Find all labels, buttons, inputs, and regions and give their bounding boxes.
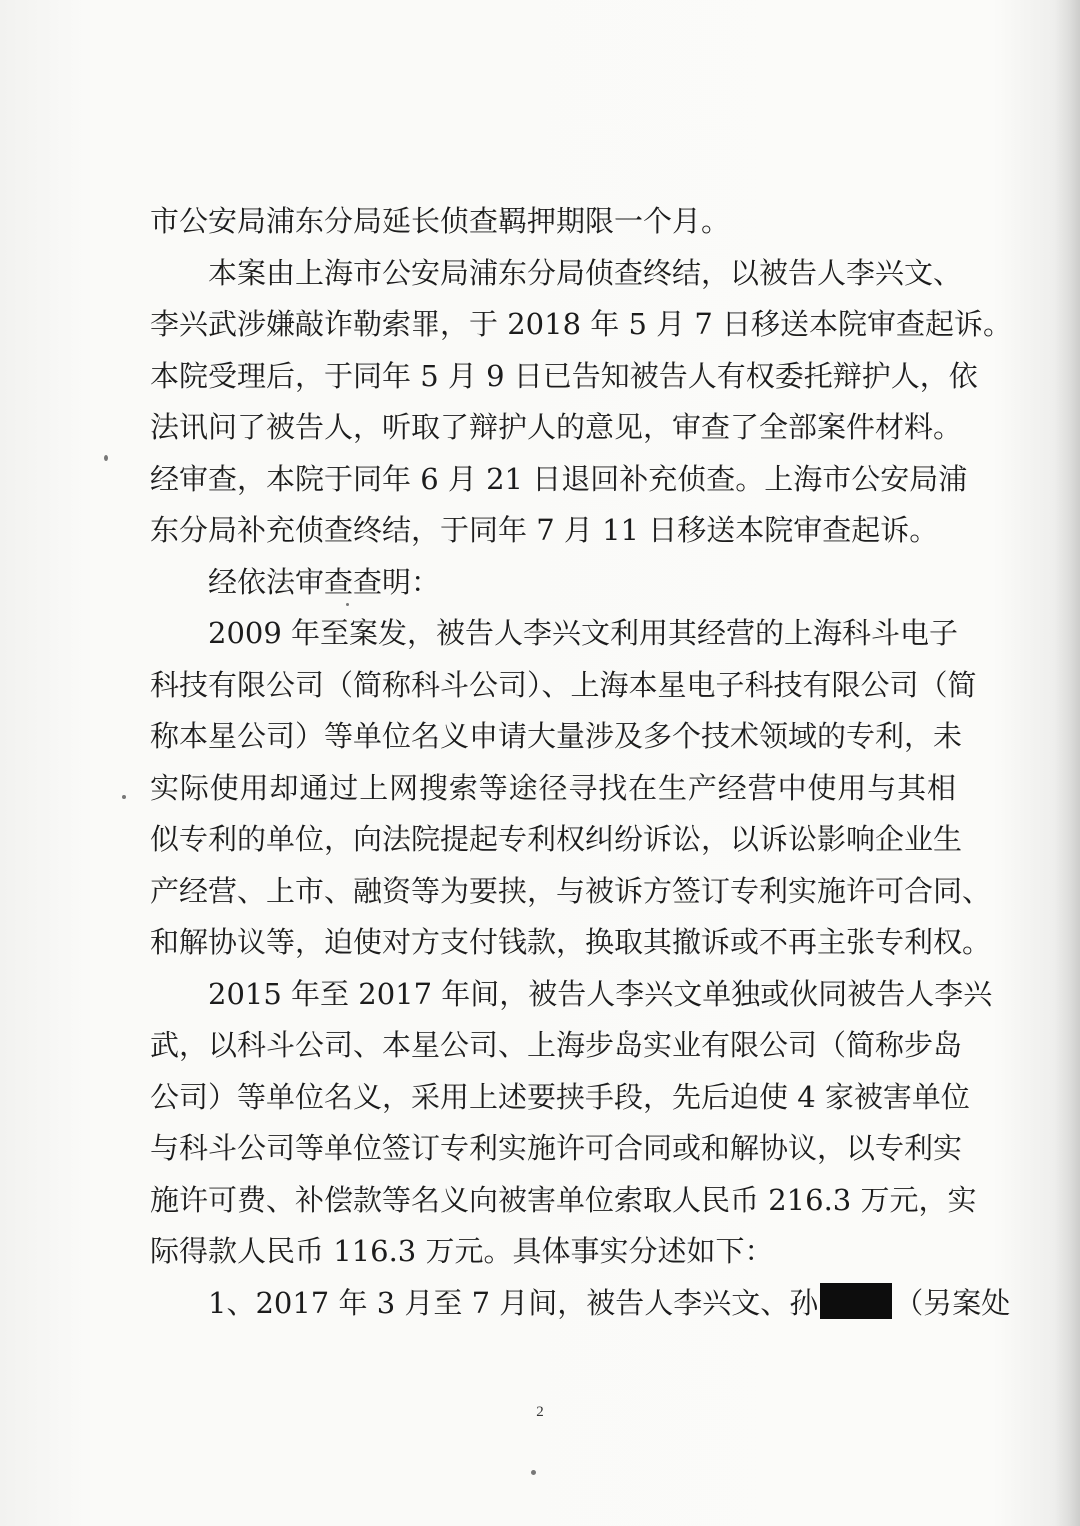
text-line: 经依法审查查明：: [208, 564, 441, 599]
text-line: 市公安局浦东分局延长侦查羁押期限一个月。: [150, 204, 731, 238]
text-line: 武，以科斗公司、本星公司、上海步岛实业有限公司（简称步岛: [150, 1028, 963, 1062]
text-line: 经审查，本院于同年 6 月 21 日退回补充侦查。上海市公安局浦: [150, 461, 968, 496]
scan-speck: [104, 455, 108, 461]
text-line: 施许可费、补偿款等名义向被害单位索取人民币 216.3 万元，实: [150, 1182, 977, 1217]
scan-speck: [346, 603, 349, 606]
redaction-block: [820, 1283, 892, 1319]
text-line: 产经营、上市、融资等为要挟，与被诉方签订专利实施许可合同、: [150, 873, 992, 908]
text-line: 与科斗公司等单位签订专利实施许可合同或和解协议，以专利实: [150, 1131, 963, 1165]
text-line: 和解协议等，迫使对方支付钱款，换取其撤诉或不再主张专利权。: [150, 925, 992, 959]
text-fragment: 1、2017 年 3 月至 7 月间，被告人李兴文、孙: [208, 1285, 819, 1320]
text-line: 实际使用却通过上网搜索等途径寻找在生产经营中使用与其相: [150, 770, 956, 805]
text-line: 本院受理后，于同年 5 月 9 日已告知被告人有权委托辩护人，依: [150, 358, 978, 393]
page-number: 2: [536, 1404, 544, 1420]
text-line: 李兴武涉嫌敲诈勒索罪，于 2018 年 5 月 7 日移送本院审查起诉。: [150, 307, 1013, 341]
text-line: 2015 年至 2017 年间，被告人李兴文单独或伙同被告人李兴: [208, 976, 993, 1011]
text-fragment: （另案处: [894, 1285, 1011, 1320]
text-line: 本案由上海市公安局浦东分局侦查终结，以被告人李兴文、: [208, 255, 963, 290]
text-line: 际得款人民币 116.3 万元。具体事实分述如下：: [150, 1234, 774, 1268]
scan-speck: [531, 1470, 536, 1475]
text-line: 东分局补充侦查终结，于同年 7 月 11 日移送本院审查起诉。: [150, 513, 939, 547]
text-line-with-redaction: [150, 1278, 1011, 1330]
text-line: 法讯问了被告人，听取了辩护人的意见，审查了全部案件材料。: [150, 410, 963, 444]
scan-speck: [122, 795, 126, 799]
text-line: 2009 年至案发，被告人李兴文利用其经营的上海科斗电子: [208, 616, 959, 650]
text-line: 称本星公司）等单位名义申请大量涉及多个技术领域的专利，未: [150, 719, 963, 753]
text-line: 科技有限公司（简称科斗公司）、上海本星电子科技有限公司（简: [150, 667, 977, 702]
text-line: 公司）等单位名义，采用上述要挟手段，先后迫使 4 家被害单位: [150, 1079, 970, 1114]
page-edge-shadow: [1054, 0, 1080, 1526]
text-line: 似专利的单位，向法院提起专利权纠纷诉讼，以诉讼影响企业生: [150, 822, 963, 856]
document-body: [150, 196, 1013, 1329]
